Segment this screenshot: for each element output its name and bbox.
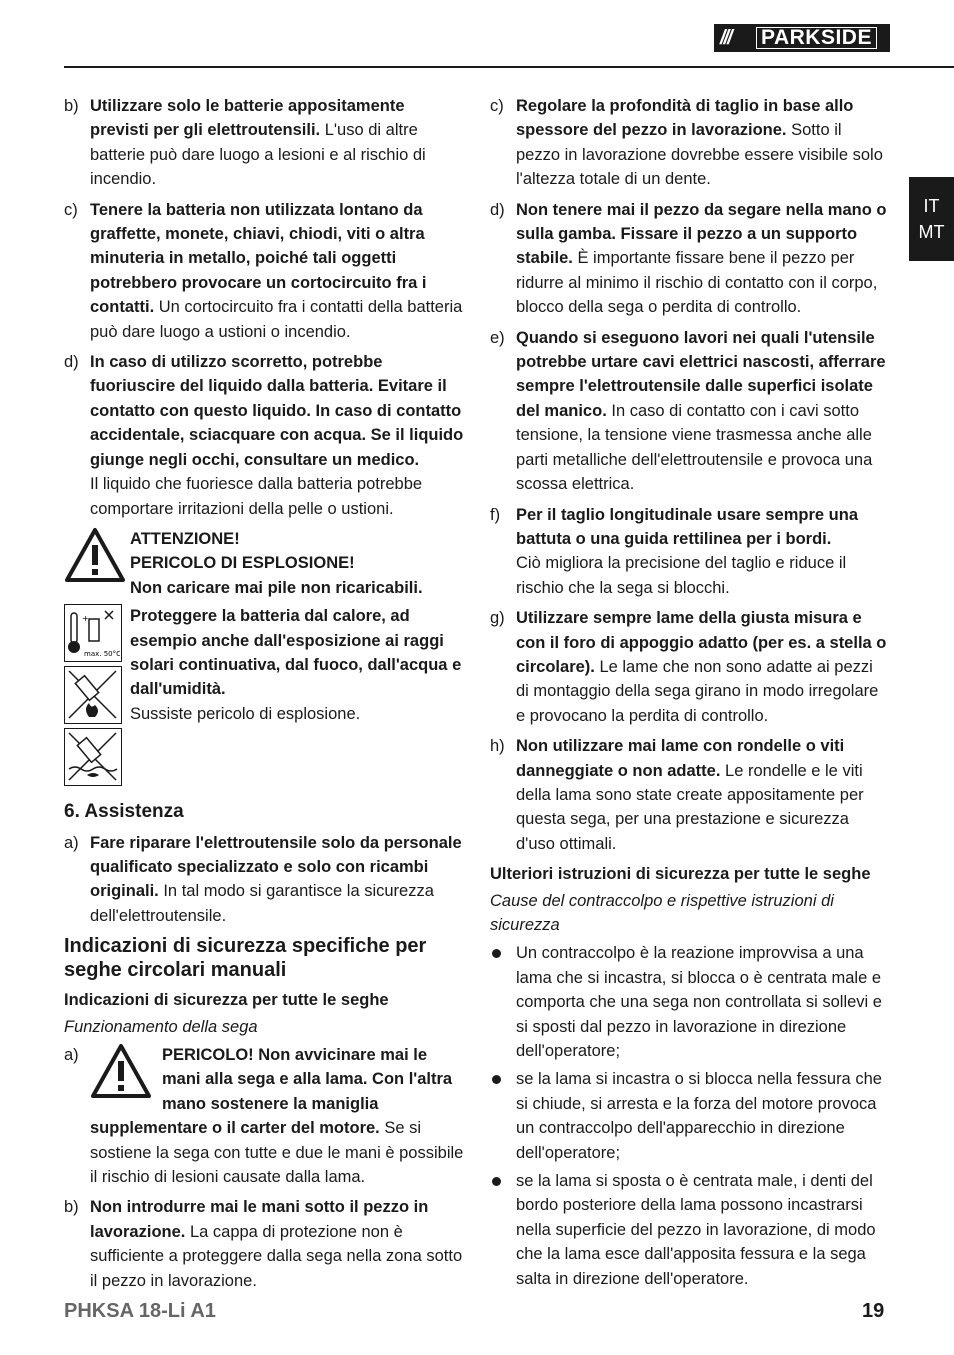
logo-text: PARKSIDE (756, 27, 877, 49)
warning-line-1: ATTENZIONE! (130, 529, 240, 548)
no-fire-icon (64, 666, 122, 724)
right-item-h: h) Non utilizzare mai lame con rondelle o viti danneggiate o non adatte. Le rondelle e le viti della lama sono state create appositamente per questa sega, per una prestazione e sicurezza d'uso ottimali. (490, 737, 864, 853)
explosion-risk-text: Sussiste pericolo di esplosione. (130, 704, 361, 723)
lang-mt: MT (918, 222, 945, 242)
no-water-icon (64, 728, 122, 786)
page-number: 19 (862, 1300, 885, 1322)
section-6-item-a: a) Fare riparare l'elettroutensile solo da personale qualificato specializzato e solo con ricambi originali. In tal modo si garantisce la sicurezza dell'elettroutensile. (64, 833, 462, 925)
circular-saw-heading: Indicazioni di sicurezza specifiche per seghe circolari manuali (64, 935, 427, 982)
right-column (490, 94, 890, 1295)
further-instructions-subheading: Ulteriori istruzioni di sicurezza per tutte le seghe (490, 865, 871, 884)
battery-protection-block (64, 604, 464, 786)
warning-line-2: PERICOLO DI ESPLOSIONE! (130, 554, 355, 573)
parkside-logo (714, 24, 890, 52)
lang-it: IT (923, 196, 940, 216)
warning-line-3: Non caricare mai pile non ricaricabili. (130, 578, 423, 597)
explosion-warning (64, 527, 464, 600)
all-saws-subheading: Indicazioni di sicurezza per tutte le seghe (64, 991, 389, 1010)
kickback-subheading: Cause del contraccolpo e rispettive istruzioni di sicurezza (490, 891, 834, 934)
warning-triangle-icon (90, 1043, 160, 1101)
right-item-f: f) Per il taglio longitudinale usare sempre una battuta o una guida rettilinea per i bordi. Ciò migliora la precisione del taglio e riduce il rischio che la sega si blocchi. (490, 505, 858, 597)
list-item: se la lama si sposta o è centrata male, i denti del bordo posteriore della lama possono incastrarsi nella superficie del pezzo in lavorazione, di modo che la lama esce dall'apposita fessura e la sega salta in direzione dell'operatore. (490, 1169, 890, 1291)
left-item-c: c) Tenere la batteria non utilizzata lontano da graffette, monete, chiavi, chiodi, viti o altra minuteria in metallo, poiché tali oggetti potrebbero provocare un cortocircuito fra i contatti. Un cortocircuito fra i contatti della batteria può dare luogo a ustioni o incendio. (64, 200, 463, 341)
left-item-d: d) In caso di utilizzo scorretto, potrebbe fuoriuscire del liquido dalla batteria. Evitare il contatto con questo liquido. In caso di contatto accidentale, sciacquare con acqua. Se il liquido giunge negli occhi, consultare un medico. Il liquido che fuoriesce dalla batteria potrebbe comportare irritazioni della pelle o ustioni. (64, 353, 464, 518)
list-item: se la lama si incastra o si blocca nella fessura che si chiude, si arresta e la forza del motore provoca un contraccolpo dell'apparecchio in direzione dell'operatore; (490, 1067, 890, 1165)
saw-item-a: a) PERICOLO! Non avvicinare mai le mani alla sega e alla lama. Con l'altra mano sostenere la maniglia supplementare o il carter del motore. Se si sostiene la sega con tutte e due le mani è possibile il rischio di lesioni causate dalla lama. (64, 1043, 464, 1189)
bullet-icon (490, 1169, 516, 1291)
saw-operation-subheading: Funzionamento della sega (64, 1017, 258, 1036)
right-item-c: c) Regolare la profondità di taglio in base allo spessore del pezzo in lavorazione. Sotto il pezzo in lavorazione dovrebbe essere visibile solo l'altezza totale di un dente. (490, 97, 883, 189)
section-6-heading: 6. Assistenza (64, 801, 184, 823)
right-item-d: d) Non tenere mai il pezzo da segare nella mano o sulla gamba. Fissare il pezzo a un supporto stabile. È importante fissare bene il pezzo per ridurre al minimo il rischio di contatto con il corpo, blocco della sega o perdita di controllo. (490, 200, 887, 317)
right-item-e: e) Quando si eseguono lavori nei quali l'utensile potrebbe urtare cavi elettrici nascosti, afferrare sempre l'elettroutensile dalle superfici isolate del manico. In caso di contatto con i cavi sotto tensione, la tensione viene trasmessa anche alle parti metalliche dell'elettroutensile e provoca una scossa elettrica. (490, 328, 886, 494)
header-rule (64, 66, 954, 68)
protect-text: Proteggere la batteria dal calore, ad esempio anche dall'esposizione ai raggi solari continuativa, dal fuoco, dall'acqua e dall'umidità. (130, 607, 462, 699)
logo-slashes: /// (720, 26, 731, 49)
language-tab (909, 177, 954, 261)
saw-item-b: b) Non introdurre mai le mani sotto il pezzo in lavorazione. La cappa di protezione non è sufficiente a proteggere dalla sega nella zona sotto il pezzo in lavorazione. (64, 1198, 463, 1290)
warning-triangle-icon (64, 527, 130, 600)
bullet-icon (490, 1067, 516, 1165)
right-item-g: g) Utilizzare sempre lame della giusta misura e con il foro di appoggio adatto (per es. a stella o circolare). Le lame che non sono adatte ai pezzi di montaggio della sega girano in modo irregolare e provocano la perdita di controllo. (490, 609, 887, 725)
left-item-b: b) Utilizzare solo le batterie appositamente previsti per gli elettroutensili. L'uso di altre batterie può dare luogo a lesioni e al rischio di incendio. (64, 97, 426, 189)
left-column (64, 94, 464, 1299)
footer-model: PHKSA 18-Li A1 (64, 1300, 216, 1322)
svg-text:max. 50°C: max. 50°C (84, 650, 120, 659)
svg-text:+: + (82, 614, 89, 624)
bullet-icon (490, 941, 516, 1063)
temperature-icon (64, 604, 122, 662)
list-item: Un contraccolpo è la reazione improvvisa a una lama che si incastra, si blocca o è centrata male e comporta che una sega non controllata si sollevi e si sposti dal pezzo in lavorazione in direzione dell'operatore; (490, 941, 890, 1063)
